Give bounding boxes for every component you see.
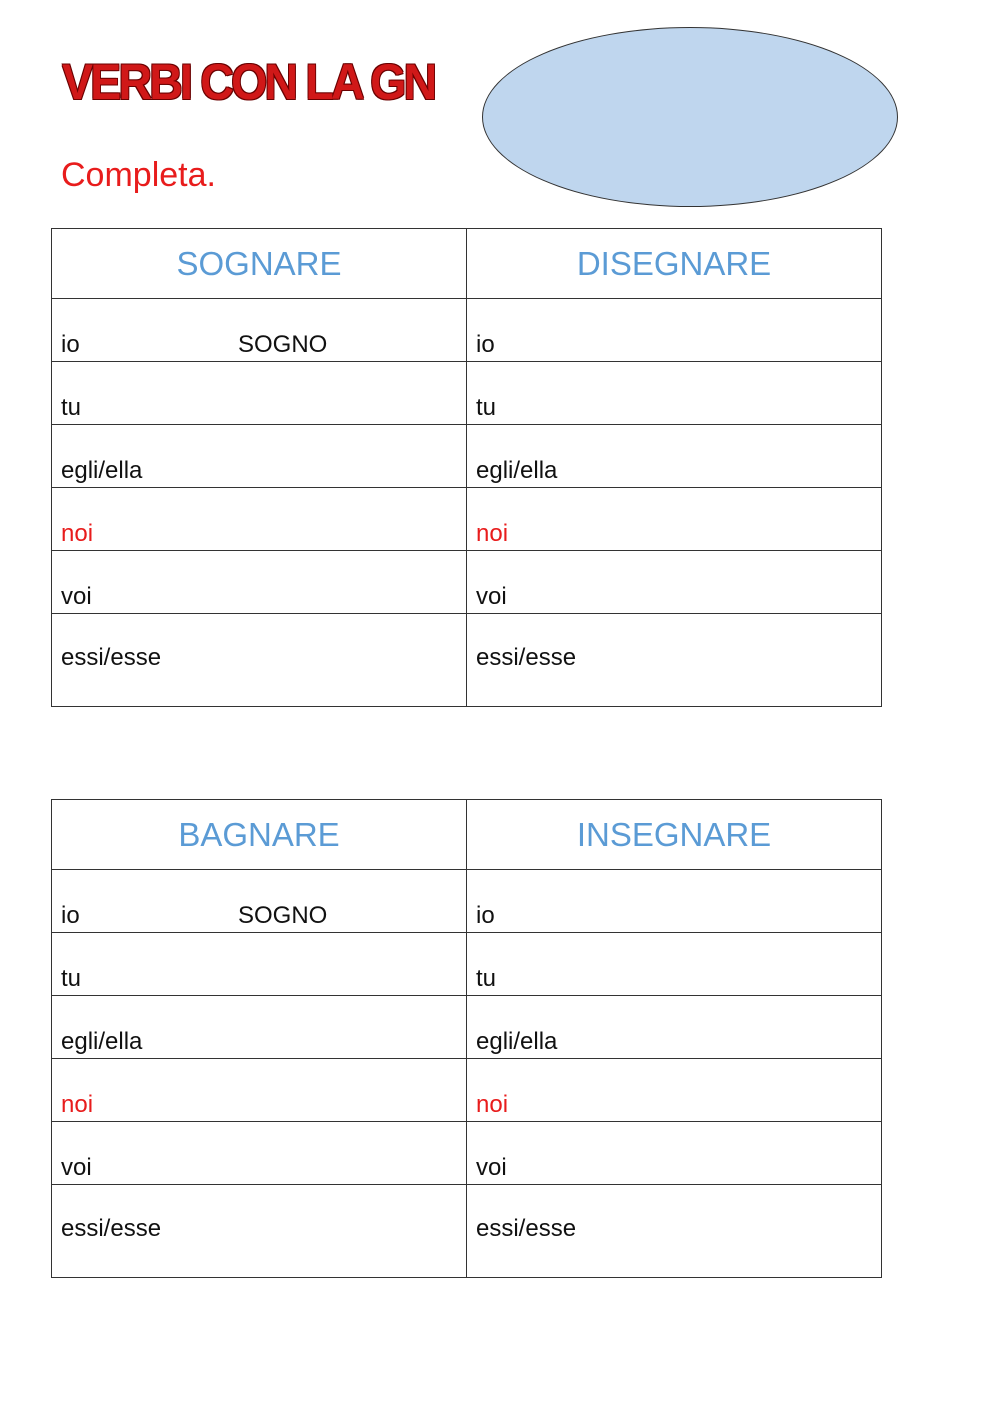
verb-header: INSEGNARE <box>467 800 882 870</box>
pronoun-label: tu <box>476 394 497 421</box>
answer-cell[interactable] <box>52 614 467 707</box>
pronoun-label: egli/ella <box>61 1028 143 1055</box>
answer-text[interactable]: SOGNO <box>238 902 328 929</box>
answer-cell[interactable] <box>52 551 467 614</box>
pronoun-label: noi <box>476 520 509 547</box>
table-row <box>52 488 882 551</box>
answer-cell[interactable] <box>52 362 467 425</box>
answer-cell[interactable] <box>467 362 882 425</box>
conjugation-table-2 <box>51 799 882 1278</box>
answer-cell[interactable] <box>467 425 882 488</box>
pronoun-label: egli/ella <box>61 457 143 484</box>
pronoun-label: io <box>61 902 80 929</box>
pronoun-label: tu <box>61 965 82 992</box>
pronoun-label: tu <box>476 965 497 992</box>
pronoun-label: essi/esse <box>61 1215 162 1242</box>
table-row <box>52 299 882 362</box>
verb-header: SOGNARE <box>52 229 467 299</box>
table-row <box>52 1059 882 1122</box>
answer-cell[interactable] <box>467 870 882 933</box>
answer-cell[interactable] <box>467 299 882 362</box>
answer-cell[interactable] <box>467 488 882 551</box>
answer-cell[interactable] <box>467 614 882 707</box>
answer-cell[interactable] <box>467 1122 882 1185</box>
table-row <box>52 362 882 425</box>
answer-cell[interactable] <box>467 933 882 996</box>
pronoun-label: egli/ella <box>476 1028 558 1055</box>
table-row <box>52 551 882 614</box>
answer-cell[interactable] <box>52 870 467 933</box>
table-row <box>52 1122 882 1185</box>
pronoun-label: noi <box>61 1091 94 1118</box>
pronoun-label: io <box>61 331 80 358</box>
table-row <box>52 933 882 996</box>
pronoun-label: essi/esse <box>61 644 162 671</box>
answer-cell[interactable] <box>52 299 467 362</box>
pronoun-label: io <box>476 331 495 358</box>
answer-cell[interactable] <box>467 1059 882 1122</box>
verb-header: BAGNARE <box>52 800 467 870</box>
table-row <box>52 614 882 707</box>
answer-cell[interactable] <box>467 1185 882 1278</box>
table-row <box>52 870 882 933</box>
instruction-text: Completa. <box>61 156 216 194</box>
conjugation-table-1 <box>51 228 882 707</box>
verb-header: DISEGNARE <box>467 229 882 299</box>
pronoun-label: tu <box>61 394 82 421</box>
pronoun-label: voi <box>61 1154 92 1181</box>
answer-cell[interactable] <box>52 425 467 488</box>
pronoun-label: noi <box>61 520 94 547</box>
answer-cell[interactable] <box>52 996 467 1059</box>
answer-cell[interactable] <box>52 488 467 551</box>
table-row <box>52 1185 882 1278</box>
pronoun-label: noi <box>476 1091 509 1118</box>
answer-cell[interactable] <box>52 1185 467 1278</box>
pronoun-label: egli/ella <box>476 457 558 484</box>
table-row <box>52 425 882 488</box>
pronoun-label: essi/esse <box>476 1215 577 1242</box>
answer-text[interactable]: SOGNO <box>238 331 328 358</box>
pronoun-label: voi <box>476 583 507 610</box>
answer-cell[interactable] <box>52 1059 467 1122</box>
pronoun-label: voi <box>61 583 92 610</box>
pronoun-label: voi <box>476 1154 507 1181</box>
answer-cell[interactable] <box>52 933 467 996</box>
answer-cell[interactable] <box>52 1122 467 1185</box>
pronoun-label: io <box>476 902 495 929</box>
decorative-oval <box>482 27 898 207</box>
pronoun-label: essi/esse <box>476 644 577 671</box>
answer-cell[interactable] <box>467 996 882 1059</box>
answer-cell[interactable] <box>467 551 882 614</box>
table-row <box>52 996 882 1059</box>
page-title: VERBI CON LA GN <box>62 54 435 110</box>
